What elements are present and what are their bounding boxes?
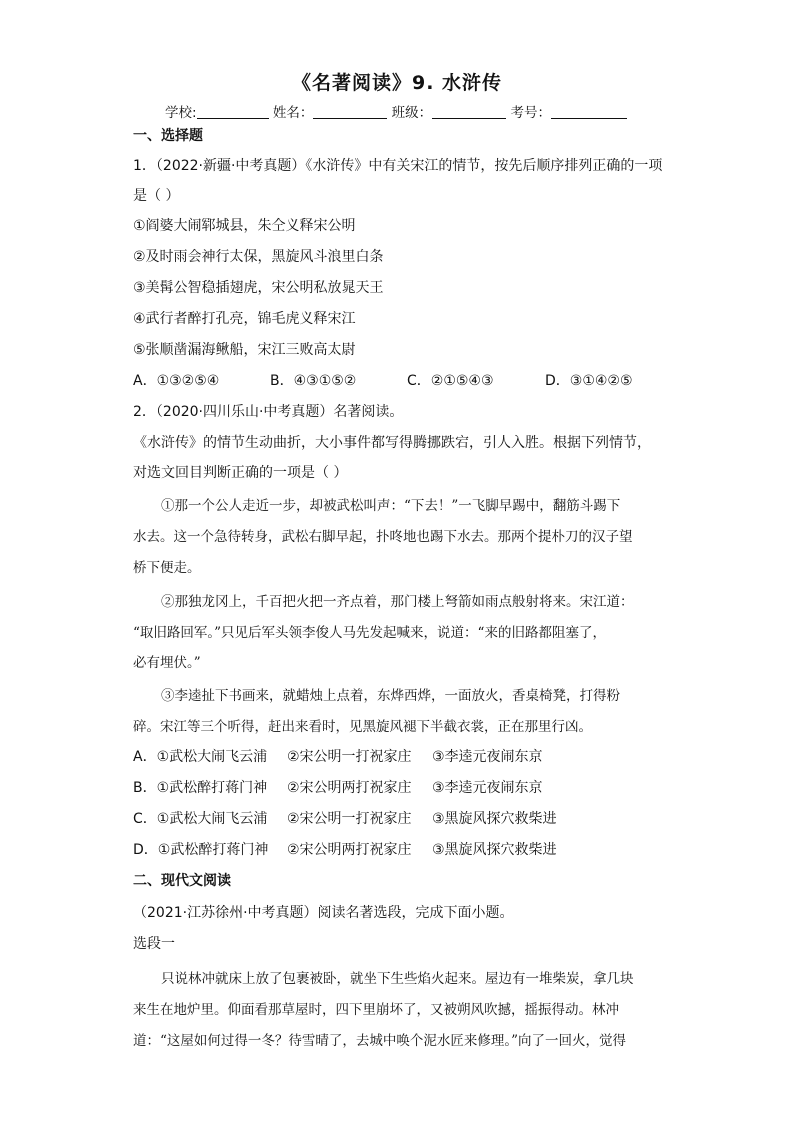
name-label: 姓名： (272, 105, 314, 121)
q2-intro-line1: 《水浒传》的情节生动曲折，大小事件都写得腾挪跌宕，引人入胜。根据下列情节， (133, 435, 651, 451)
q2-option-c[interactable] (133, 808, 557, 828)
q3-passage-line: 道：“这屋如何过得一冬？待雪晴了，去城中唤个泥水匠来修理。”向了一回火，觉得 (133, 1033, 627, 1049)
q1-item: ②及时雨会神行太保，黑旋风斗浪里白条 (133, 249, 384, 265)
number-blank (551, 104, 627, 119)
q1-options (133, 370, 633, 390)
q1-item: ③美髯公智稳插翅虎，宋公明私放晁天王 (133, 280, 384, 296)
student-info-line (165, 101, 627, 121)
q2-option-part: A．①武松大闹飞云浦 (133, 749, 268, 765)
q2-passage-line: 必有埋伏。” (133, 655, 201, 671)
name-blank (313, 104, 387, 119)
q2-passage-line: 桥下便走。 (133, 560, 201, 576)
school-blank (197, 104, 269, 119)
q2-passage-line: 碎。宋江等三个听得，赶出来看时，见黑旋风褪下半截衣裳，正在那里行凶。 (133, 719, 592, 735)
q2-option-part: ②宋公明一打祝家庄 (287, 749, 412, 765)
q2-option-part: B．①武松醉打蒋门神 (133, 780, 268, 796)
q3-passage-line: 来生在地炉里。仰面看那草屋时，四下里崩坏了，又被朔风吹撼，摇振得动。林冲 (133, 1002, 619, 1018)
q2-option-part: ③李逵元夜闹东京 (432, 749, 543, 765)
q2-passage-line: ①那一个公人走近一步，却被武松叫声：“下去！”一飞脚早踢中，翻筋斗踢下 (161, 498, 621, 514)
q2-passage-line: “取旧路回军。”只见后军头领李俊人马先发起喊来，说道：“来的旧路都阻塞了， (133, 625, 606, 641)
q1-option-d[interactable]: D．③①④②⑤ (545, 373, 633, 389)
class-label: 班级： (391, 105, 433, 121)
q1-option-b[interactable]: B．④③①⑤② (270, 373, 357, 389)
q1-stem-line2: 是（ ） (133, 188, 180, 204)
page-title: 《名著阅读》9. 水浒传 (291, 72, 503, 94)
q1-option-a[interactable]: A．①③②⑤④ (133, 373, 220, 389)
q2-intro-line2: 对选文回目判断正确的一项是（ ） (133, 465, 348, 481)
q2-option-b[interactable] (133, 777, 543, 797)
q1-item: ①阎婆大闹郓城县，朱仝义释宋公明 (133, 218, 356, 234)
q1-stem-line1: 1．（2022·新疆·中考真题）《水浒传》中有关宋江的情节，按先后顺序排列正确的一项 (133, 158, 663, 174)
q1-option-c[interactable]: C．②①⑤④③ (407, 373, 494, 389)
q3-stem: （2021·江苏徐州·中考真题）阅读名著选段，完成下面小题。 (133, 905, 514, 921)
q2-option-part: ②宋公明两打祝家庄 (287, 780, 412, 796)
class-blank (432, 104, 506, 119)
q2-option-part: ③黑旋风探穴救柴进 (432, 811, 557, 827)
q2-option-part: C．①武松大闹飞云浦 (133, 811, 268, 827)
q3-passage-line: 只说林冲就床上放了包裹被卧，就坐下生些焰火起来。屋边有一堆柴炭，拿几块 (161, 971, 634, 987)
q2-stem: 2．（2020·四川乐山·中考真题）名著阅读。 (133, 404, 404, 420)
q2-option-part: ②宋公明两打祝家庄 (287, 842, 412, 858)
q2-option-part: D．①武松醉打蒋门神 (133, 842, 269, 858)
q1-item: ④武行者醉打孔亮，锦毛虎义释宋江 (133, 311, 356, 327)
q2-option-part: ②宋公明一打祝家庄 (287, 811, 412, 827)
q2-passage-line: ③李逵扯下书画来，就蜡烛上点着，东烨西烨，一面放火，香桌椅凳，打得粉 (161, 688, 620, 704)
q2-option-a[interactable] (133, 746, 543, 766)
q2-passage-line: ②那独龙冈上，千百把火把一齐点着，那门楼上弩箭如雨点般射将来。宋江道： (161, 594, 634, 610)
q3-excerpt-label: 选段一 (133, 936, 175, 952)
q2-option-part: ③李逵元夜闹东京 (432, 780, 543, 796)
q2-option-part: ③黑旋风探穴救柴进 (432, 842, 557, 858)
section-heading-reading: 二、现代文阅读 (133, 873, 231, 889)
school-label: 学校: (165, 105, 197, 121)
q2-option-d[interactable] (133, 839, 557, 859)
q1-item: ⑤张顺凿漏海鳅船，宋江三败高太尉 (133, 342, 356, 358)
q2-passage-line: 水去。这一个急待转身，武松右脚早起，扑咚地也踢下水去。那两个提朴刀的汉子望 (133, 529, 633, 545)
section-heading-choice: 一、选择题 (133, 128, 203, 144)
number-label: 考号： (510, 105, 551, 121)
